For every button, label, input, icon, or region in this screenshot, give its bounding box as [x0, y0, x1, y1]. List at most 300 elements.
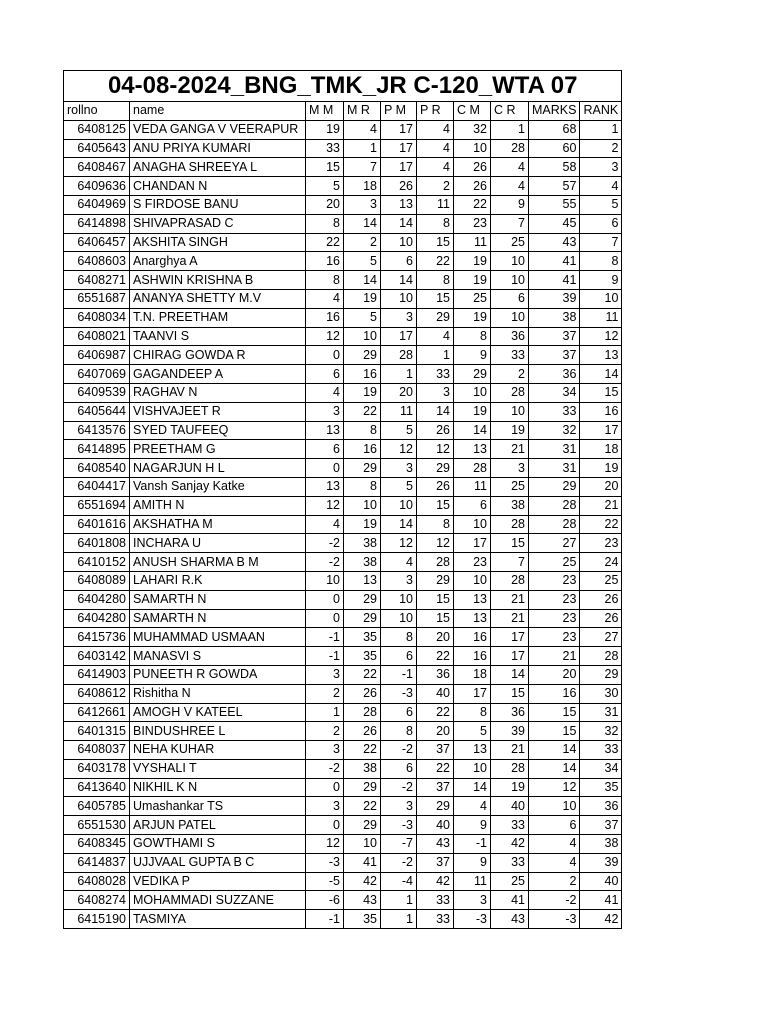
math-marks-cell: 0 — [306, 590, 344, 609]
physics-rank-cell: 37 — [417, 741, 454, 760]
physics-marks-cell: -2 — [381, 741, 417, 760]
chemistry-marks-cell: 19 — [454, 402, 491, 421]
name-cell: PUNEETH R GOWDA — [130, 665, 306, 684]
physics-rank-cell: 33 — [417, 910, 454, 929]
physics-marks-cell: -2 — [381, 853, 417, 872]
name-cell: ANUSH SHARMA B M — [130, 553, 306, 572]
total-marks-cell: 43 — [529, 233, 580, 252]
math-marks-cell: -6 — [306, 891, 344, 910]
table-row — [64, 665, 622, 684]
physics-marks-cell: 3 — [381, 797, 417, 816]
physics-marks-cell: 8 — [381, 722, 417, 741]
physics-marks-cell: 3 — [381, 308, 417, 327]
physics-rank-cell: 14 — [417, 402, 454, 421]
math-rank-cell: 35 — [344, 647, 381, 666]
math-marks-cell: 13 — [306, 421, 344, 440]
physics-rank-cell: 29 — [417, 459, 454, 478]
physics-rank-cell: 4 — [417, 158, 454, 177]
total-marks-cell: 41 — [529, 252, 580, 271]
table-row — [64, 910, 622, 929]
math-marks-cell: 2 — [306, 684, 344, 703]
name-cell: GAGANDEEP A — [130, 365, 306, 384]
physics-rank-cell: 3 — [417, 383, 454, 402]
physics-rank-cell: 22 — [417, 252, 454, 271]
chemistry-rank-cell: 21 — [491, 741, 529, 760]
math-marks-cell: 3 — [306, 741, 344, 760]
chemistry-rank-cell: 9 — [491, 195, 529, 214]
math-marks-cell: 13 — [306, 477, 344, 496]
table-row — [64, 534, 622, 553]
rollno-cell: 6415736 — [64, 628, 130, 647]
physics-rank-cell: 15 — [417, 233, 454, 252]
rank-cell: 39 — [580, 853, 622, 872]
chemistry-rank-cell: 1 — [491, 120, 529, 139]
math-rank-cell: 22 — [344, 665, 381, 684]
results-sheet — [63, 70, 622, 929]
rank-cell: 3 — [580, 158, 622, 177]
name-cell: T.N. PREETHAM — [130, 308, 306, 327]
total-marks-cell: 60 — [529, 139, 580, 158]
physics-marks-cell: -2 — [381, 778, 417, 797]
total-marks-cell: 23 — [529, 609, 580, 628]
physics-marks-cell: 1 — [381, 891, 417, 910]
math-rank-cell: 10 — [344, 835, 381, 854]
name-cell: Vansh Sanjay Katke — [130, 477, 306, 496]
total-marks-cell: 37 — [529, 346, 580, 365]
rank-cell: 41 — [580, 891, 622, 910]
chemistry-marks-cell: 9 — [454, 816, 491, 835]
physics-marks-cell: 8 — [381, 628, 417, 647]
table-row — [64, 872, 622, 891]
chemistry-rank-cell: 28 — [491, 139, 529, 158]
rollno-cell: 6414898 — [64, 214, 130, 233]
rank-cell: 17 — [580, 421, 622, 440]
physics-rank-cell: 8 — [417, 515, 454, 534]
name-cell: TAANVI S — [130, 327, 306, 346]
name-cell: AKSHITA SINGH — [130, 233, 306, 252]
name-cell: ANU PRIYA KUMARI — [130, 139, 306, 158]
chemistry-marks-cell: 8 — [454, 703, 491, 722]
chemistry-rank-cell: 10 — [491, 308, 529, 327]
math-marks-cell: -1 — [306, 628, 344, 647]
rank-cell: 19 — [580, 459, 622, 478]
chemistry-rank-cell: 28 — [491, 759, 529, 778]
total-marks-cell: 38 — [529, 308, 580, 327]
chemistry-rank-cell: 19 — [491, 421, 529, 440]
rollno-cell: 6404969 — [64, 195, 130, 214]
chemistry-marks-cell: 11 — [454, 233, 491, 252]
physics-rank-cell: 40 — [417, 684, 454, 703]
rank-cell: 1 — [580, 120, 622, 139]
math-marks-cell: 0 — [306, 346, 344, 365]
chemistry-marks-cell: 6 — [454, 496, 491, 515]
math-marks-cell: 4 — [306, 515, 344, 534]
physics-rank-cell: 2 — [417, 177, 454, 196]
math-marks-cell: 20 — [306, 195, 344, 214]
math-rank-cell: 19 — [344, 289, 381, 308]
math-rank-cell: 10 — [344, 496, 381, 515]
rank-cell: 34 — [580, 759, 622, 778]
physics-marks-cell: 28 — [381, 346, 417, 365]
chemistry-rank-cell: 21 — [491, 440, 529, 459]
chemistry-rank-cell: 2 — [491, 365, 529, 384]
physics-rank-cell: 42 — [417, 872, 454, 891]
rollno-cell: 6408037 — [64, 741, 130, 760]
physics-rank-cell: 29 — [417, 571, 454, 590]
chemistry-marks-cell: 10 — [454, 383, 491, 402]
table-row — [64, 628, 622, 647]
math-rank-cell: 29 — [344, 816, 381, 835]
chemistry-rank-cell: 10 — [491, 252, 529, 271]
rank-cell: 6 — [580, 214, 622, 233]
chemistry-marks-cell: 16 — [454, 628, 491, 647]
rank-cell: 5 — [580, 195, 622, 214]
physics-rank-cell: 4 — [417, 139, 454, 158]
math-rank-cell: 38 — [344, 759, 381, 778]
name-cell: NIKHIL K N — [130, 778, 306, 797]
math-rank-cell: 26 — [344, 722, 381, 741]
chemistry-rank-cell: 33 — [491, 816, 529, 835]
physics-marks-cell: 10 — [381, 289, 417, 308]
physics-rank-cell: 15 — [417, 609, 454, 628]
math-rank-cell: 29 — [344, 459, 381, 478]
name-cell: BINDUSHREE L — [130, 722, 306, 741]
rollno-cell: 6408034 — [64, 308, 130, 327]
chemistry-rank-cell: 28 — [491, 515, 529, 534]
table-row — [64, 853, 622, 872]
rollno-cell: 6413576 — [64, 421, 130, 440]
name-cell: ASHWIN KRISHNA B — [130, 271, 306, 290]
physics-marks-cell: 10 — [381, 496, 417, 515]
chemistry-marks-cell: 13 — [454, 440, 491, 459]
rollno-cell: 6413640 — [64, 778, 130, 797]
name-cell: SYED TAUFEEQ — [130, 421, 306, 440]
math-marks-cell: 4 — [306, 289, 344, 308]
table-row — [64, 177, 622, 196]
physics-rank-cell: 15 — [417, 289, 454, 308]
rank-cell: 21 — [580, 496, 622, 515]
total-marks-cell: 4 — [529, 853, 580, 872]
physics-marks-cell: 17 — [381, 158, 417, 177]
math-rank-cell: 18 — [344, 177, 381, 196]
total-marks-cell: 4 — [529, 835, 580, 854]
math-rank-cell: 1 — [344, 139, 381, 158]
total-marks-cell: 37 — [529, 327, 580, 346]
header-physics-rank: P R — [417, 102, 454, 121]
rank-cell: 13 — [580, 346, 622, 365]
chemistry-rank-cell: 28 — [491, 571, 529, 590]
rollno-cell: 6405643 — [64, 139, 130, 158]
chemistry-marks-cell: 26 — [454, 177, 491, 196]
math-marks-cell: 22 — [306, 233, 344, 252]
math-marks-cell: 3 — [306, 665, 344, 684]
chemistry-marks-cell: 11 — [454, 872, 491, 891]
chemistry-marks-cell: 4 — [454, 797, 491, 816]
chemistry-marks-cell: 13 — [454, 609, 491, 628]
math-rank-cell: 8 — [344, 477, 381, 496]
table-row — [64, 346, 622, 365]
math-rank-cell: 28 — [344, 703, 381, 722]
rank-cell: 16 — [580, 402, 622, 421]
physics-marks-cell: 12 — [381, 440, 417, 459]
total-marks-cell: 10 — [529, 797, 580, 816]
rollno-cell: 6412661 — [64, 703, 130, 722]
rollno-cell: 6405644 — [64, 402, 130, 421]
math-marks-cell: -2 — [306, 534, 344, 553]
chemistry-marks-cell: 11 — [454, 477, 491, 496]
math-marks-cell: 0 — [306, 778, 344, 797]
rollno-cell: 6408125 — [64, 120, 130, 139]
physics-rank-cell: 22 — [417, 703, 454, 722]
math-rank-cell: 4 — [344, 120, 381, 139]
name-cell: VEDA GANGA V VEERAPUR — [130, 120, 306, 139]
header-name: name — [130, 102, 306, 121]
math-rank-cell: 29 — [344, 590, 381, 609]
total-marks-cell: 33 — [529, 402, 580, 421]
rank-cell: 26 — [580, 609, 622, 628]
chemistry-marks-cell: 26 — [454, 158, 491, 177]
total-marks-cell: 14 — [529, 759, 580, 778]
math-rank-cell: 22 — [344, 402, 381, 421]
math-rank-cell: 43 — [344, 891, 381, 910]
physics-rank-cell: 15 — [417, 496, 454, 515]
physics-rank-cell: 22 — [417, 759, 454, 778]
table-row — [64, 402, 622, 421]
chemistry-marks-cell: 9 — [454, 346, 491, 365]
math-rank-cell: 35 — [344, 628, 381, 647]
rank-cell: 27 — [580, 628, 622, 647]
table-row — [64, 308, 622, 327]
header-total-marks: MARKS — [529, 102, 580, 121]
total-marks-cell: 15 — [529, 703, 580, 722]
chemistry-marks-cell: 9 — [454, 853, 491, 872]
name-cell: ANAGHA SHREEYA L — [130, 158, 306, 177]
rank-cell: 40 — [580, 872, 622, 891]
chemistry-marks-cell: 19 — [454, 252, 491, 271]
name-cell: SAMARTH N — [130, 609, 306, 628]
name-cell: TASMIYA — [130, 910, 306, 929]
physics-rank-cell: 11 — [417, 195, 454, 214]
name-cell: RAGHAV N — [130, 383, 306, 402]
total-marks-cell: 29 — [529, 477, 580, 496]
total-marks-cell: 23 — [529, 590, 580, 609]
chemistry-rank-cell: 40 — [491, 797, 529, 816]
table-row — [64, 271, 622, 290]
total-marks-cell: 2 — [529, 872, 580, 891]
table-row — [64, 289, 622, 308]
chemistry-marks-cell: 19 — [454, 308, 491, 327]
chemistry-rank-cell: 21 — [491, 609, 529, 628]
total-marks-cell: 28 — [529, 515, 580, 534]
name-cell: INCHARA U — [130, 534, 306, 553]
chemistry-marks-cell: 13 — [454, 741, 491, 760]
chemistry-rank-cell: 36 — [491, 327, 529, 346]
rank-cell: 42 — [580, 910, 622, 929]
table-row — [64, 722, 622, 741]
physics-rank-cell: 8 — [417, 271, 454, 290]
rollno-cell: 6551530 — [64, 816, 130, 835]
total-marks-cell: 36 — [529, 365, 580, 384]
chemistry-rank-cell: 17 — [491, 647, 529, 666]
total-marks-cell: 20 — [529, 665, 580, 684]
math-rank-cell: 22 — [344, 741, 381, 760]
rank-cell: 15 — [580, 383, 622, 402]
physics-marks-cell: 6 — [381, 759, 417, 778]
math-marks-cell: 33 — [306, 139, 344, 158]
total-marks-cell: 12 — [529, 778, 580, 797]
rank-cell: 29 — [580, 665, 622, 684]
chemistry-marks-cell: 3 — [454, 891, 491, 910]
math-marks-cell: 15 — [306, 158, 344, 177]
chemistry-marks-cell: 13 — [454, 590, 491, 609]
total-marks-cell: 15 — [529, 722, 580, 741]
rollno-cell: 6414895 — [64, 440, 130, 459]
table-row — [64, 553, 622, 572]
rollno-cell: 6408467 — [64, 158, 130, 177]
rollno-cell: 6410152 — [64, 553, 130, 572]
name-cell: Rishitha N — [130, 684, 306, 703]
math-marks-cell: 3 — [306, 797, 344, 816]
total-marks-cell: 27 — [529, 534, 580, 553]
table-row — [64, 139, 622, 158]
chemistry-rank-cell: 28 — [491, 383, 529, 402]
physics-rank-cell: 37 — [417, 853, 454, 872]
math-rank-cell: 16 — [344, 365, 381, 384]
rank-cell: 10 — [580, 289, 622, 308]
table-row — [64, 327, 622, 346]
math-marks-cell: 8 — [306, 214, 344, 233]
rank-cell: 35 — [580, 778, 622, 797]
chemistry-rank-cell: 19 — [491, 778, 529, 797]
table-row — [64, 477, 622, 496]
physics-marks-cell: 11 — [381, 402, 417, 421]
rank-cell: 26 — [580, 590, 622, 609]
math-marks-cell: -1 — [306, 910, 344, 929]
table-row — [64, 365, 622, 384]
physics-marks-cell: 14 — [381, 214, 417, 233]
physics-rank-cell: 12 — [417, 440, 454, 459]
chemistry-rank-cell: 43 — [491, 910, 529, 929]
chemistry-marks-cell: 10 — [454, 759, 491, 778]
math-rank-cell: 10 — [344, 327, 381, 346]
math-rank-cell: 29 — [344, 346, 381, 365]
table-row — [64, 741, 622, 760]
math-marks-cell: 2 — [306, 722, 344, 741]
math-marks-cell: 6 — [306, 440, 344, 459]
name-cell: MUHAMMAD USMAAN — [130, 628, 306, 647]
math-rank-cell: 14 — [344, 214, 381, 233]
rank-cell: 32 — [580, 722, 622, 741]
rank-cell: 24 — [580, 553, 622, 572]
header-chemistry-marks: C M — [454, 102, 491, 121]
total-marks-cell: 39 — [529, 289, 580, 308]
name-cell: SHIVAPRASAD C — [130, 214, 306, 233]
total-marks-cell: 23 — [529, 571, 580, 590]
total-marks-cell: 32 — [529, 421, 580, 440]
chemistry-marks-cell: 14 — [454, 778, 491, 797]
chemistry-marks-cell: 16 — [454, 647, 491, 666]
table-row — [64, 421, 622, 440]
math-marks-cell: 12 — [306, 327, 344, 346]
table-row — [64, 778, 622, 797]
table-row — [64, 647, 622, 666]
chemistry-marks-cell: 19 — [454, 271, 491, 290]
total-marks-cell: 68 — [529, 120, 580, 139]
math-rank-cell: 26 — [344, 684, 381, 703]
chemistry-marks-cell: 17 — [454, 684, 491, 703]
total-marks-cell: 16 — [529, 684, 580, 703]
physics-marks-cell: 14 — [381, 515, 417, 534]
rollno-cell: 6409539 — [64, 383, 130, 402]
chemistry-rank-cell: 36 — [491, 703, 529, 722]
total-marks-cell: 14 — [529, 741, 580, 760]
chemistry-rank-cell: 41 — [491, 891, 529, 910]
chemistry-rank-cell: 39 — [491, 722, 529, 741]
rank-cell: 36 — [580, 797, 622, 816]
chemistry-marks-cell: 5 — [454, 722, 491, 741]
physics-marks-cell: -3 — [381, 816, 417, 835]
header-rank: RANK — [580, 102, 622, 121]
total-marks-cell: 31 — [529, 440, 580, 459]
sheet-title: 04-08-2024_BNG_TMK_JR C-120_WTA 07 — [64, 71, 622, 102]
table-row — [64, 496, 622, 515]
name-cell: UJJVAAL GUPTA B C — [130, 853, 306, 872]
name-cell: PREETHAM G — [130, 440, 306, 459]
physics-rank-cell: 37 — [417, 778, 454, 797]
chemistry-rank-cell: 15 — [491, 684, 529, 703]
chemistry-rank-cell: 25 — [491, 477, 529, 496]
chemistry-marks-cell: 28 — [454, 459, 491, 478]
math-marks-cell: 0 — [306, 609, 344, 628]
rank-cell: 9 — [580, 271, 622, 290]
math-marks-cell: -1 — [306, 647, 344, 666]
physics-marks-cell: 6 — [381, 703, 417, 722]
chemistry-marks-cell: 29 — [454, 365, 491, 384]
name-cell: AMITH N — [130, 496, 306, 515]
physics-marks-cell: 5 — [381, 477, 417, 496]
physics-marks-cell: 5 — [381, 421, 417, 440]
table-row — [64, 515, 622, 534]
math-marks-cell: 12 — [306, 835, 344, 854]
name-cell: S FIRDOSE BANU — [130, 195, 306, 214]
rollno-cell: 6408274 — [64, 891, 130, 910]
table-row — [64, 703, 622, 722]
total-marks-cell: 23 — [529, 628, 580, 647]
chemistry-rank-cell: 15 — [491, 534, 529, 553]
rank-cell: 28 — [580, 647, 622, 666]
total-marks-cell: -3 — [529, 910, 580, 929]
table-row — [64, 195, 622, 214]
rank-cell: 12 — [580, 327, 622, 346]
physics-marks-cell: 17 — [381, 120, 417, 139]
rollno-cell: 6401616 — [64, 515, 130, 534]
math-marks-cell: 0 — [306, 459, 344, 478]
math-marks-cell: 3 — [306, 402, 344, 421]
rollno-cell: 6407069 — [64, 365, 130, 384]
table-row — [64, 609, 622, 628]
name-cell: VISHVAJEET R — [130, 402, 306, 421]
math-marks-cell: -2 — [306, 759, 344, 778]
chemistry-marks-cell: 10 — [454, 139, 491, 158]
rank-cell: 18 — [580, 440, 622, 459]
rollno-cell: 6415190 — [64, 910, 130, 929]
math-rank-cell: 19 — [344, 383, 381, 402]
table-row — [64, 120, 622, 139]
chemistry-rank-cell: 33 — [491, 346, 529, 365]
math-marks-cell: 10 — [306, 571, 344, 590]
physics-marks-cell: 26 — [381, 177, 417, 196]
rollno-cell: 6408603 — [64, 252, 130, 271]
